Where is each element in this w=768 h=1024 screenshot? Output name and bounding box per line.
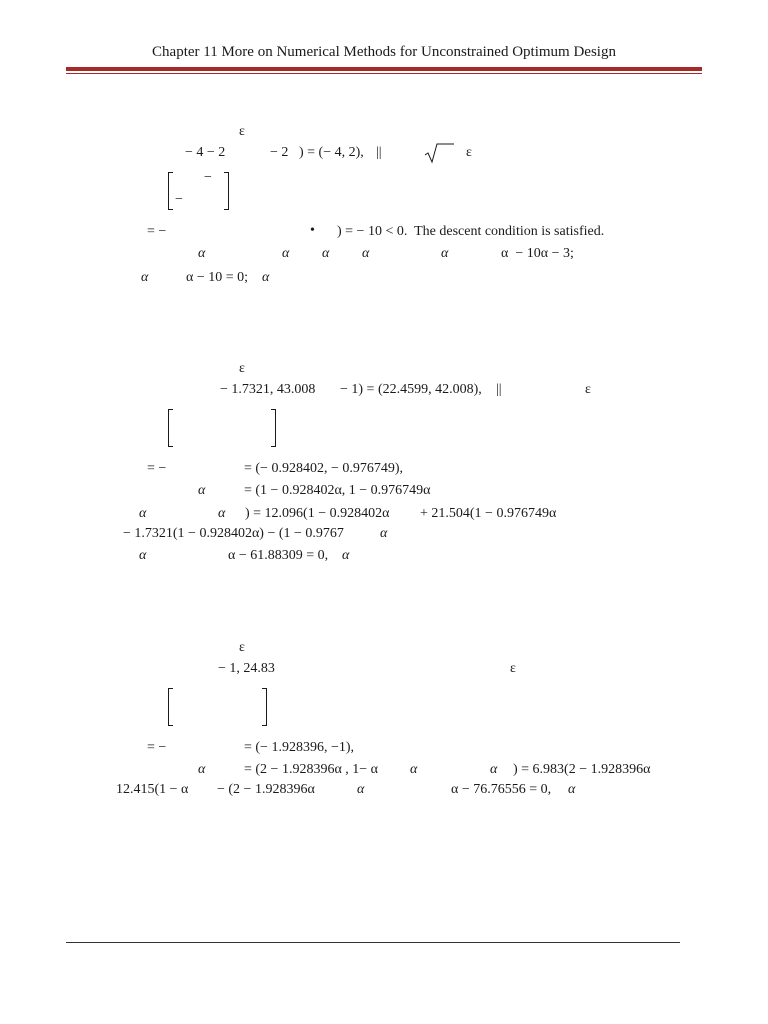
epsilon-symbol: ε [510,661,516,676]
epsilon-symbol: ε [239,640,245,655]
matrix-entry: − [175,192,183,207]
alpha-symbol: α [141,270,149,285]
line-search-function: ) = 6.983(2 − 1.928396α [513,762,651,777]
alpha-symbol: α [282,246,290,261]
matrix-bracket-right [271,409,276,447]
alpha-symbol: α [198,246,206,261]
direction-vector: = (− 1.928396, −1), [244,740,355,755]
footer-rule [66,942,680,943]
descent-condition-text: ) = − 10 < 0. The descent condition is satisfied. [337,224,605,239]
matrix-entry: − [204,170,212,185]
gradient-component: − 4 − 2 [185,145,226,160]
matrix-bracket-left [168,688,173,726]
direction-vector: = (− 0.928402, − 0.976749), [244,461,404,476]
alpha-symbol: α [380,526,388,541]
alpha-symbol: α [362,246,370,261]
alpha-symbol: α [357,782,365,797]
gradient-component: − 1.7321, 43.008 [220,382,316,397]
new-point: = (1 − 0.928402α, 1 − 0.976749α [244,483,431,498]
alpha-symbol: α [262,270,270,285]
derivative-equation: α − 10 = 0; [186,270,249,285]
line-search-function: − (2 − 1.928396α [217,782,315,797]
epsilon-symbol: ε [239,124,245,139]
gradient-vector: ) = (− 4, 2), [299,145,364,160]
line-search-function: + 21.504(1 − 0.976749α [420,506,557,521]
line-search-function: 12.415(1 − α [116,782,189,797]
alpha-symbol: α [322,246,330,261]
new-point: = (2 − 1.928396α , 1− α [244,762,379,777]
page-header-title: Chapter 11 More on Numerical Methods for Unconstrained Optimum Design [152,44,616,60]
alpha-symbol: α [139,548,147,563]
gradient-vector: − 1) = (22.4599, 42.008), [340,382,482,397]
line-search-function: − 1.7321(1 − 0.928402α) − (1 − 0.9767 [123,526,344,541]
direction-equation: = − [147,461,167,476]
derivative-equation: α − 76.76556 = 0, [451,782,552,797]
gradient-component: − 1, 24.83 [218,661,275,676]
header-rule-thin [66,73,702,74]
alpha-symbol: α [568,782,576,797]
dot-product-symbol: • [310,223,315,238]
epsilon-symbol: ε [239,361,245,376]
alpha-symbol: α [139,506,147,521]
gradient-component: − 2 [270,145,289,160]
direction-equation: = − [147,740,167,755]
epsilon-symbol: ε [466,145,472,160]
matrix-bracket-left [168,172,173,210]
norm-symbol: || [496,382,502,397]
direction-equation: = − [147,224,167,239]
alpha-symbol: α [410,762,418,777]
line-search-function: ) = 12.096(1 − 0.928402α [245,506,390,521]
norm-symbol: || [376,145,382,160]
alpha-symbol: α [490,762,498,777]
alpha-symbol: α [198,483,206,498]
alpha-symbol: α [218,506,226,521]
alpha-symbol: α [441,246,449,261]
line-search-function: α − 10α − 3; [501,246,574,261]
alpha-symbol: α [198,762,206,777]
square-root-symbol [424,142,454,164]
epsilon-symbol: ε [585,382,591,397]
header-rule-thick [66,67,702,71]
matrix-bracket-left [168,409,173,447]
derivative-equation: α − 61.88309 = 0, [228,548,329,563]
matrix-bracket-right [224,172,229,210]
matrix-bracket-right [262,688,267,726]
alpha-symbol: α [342,548,350,563]
